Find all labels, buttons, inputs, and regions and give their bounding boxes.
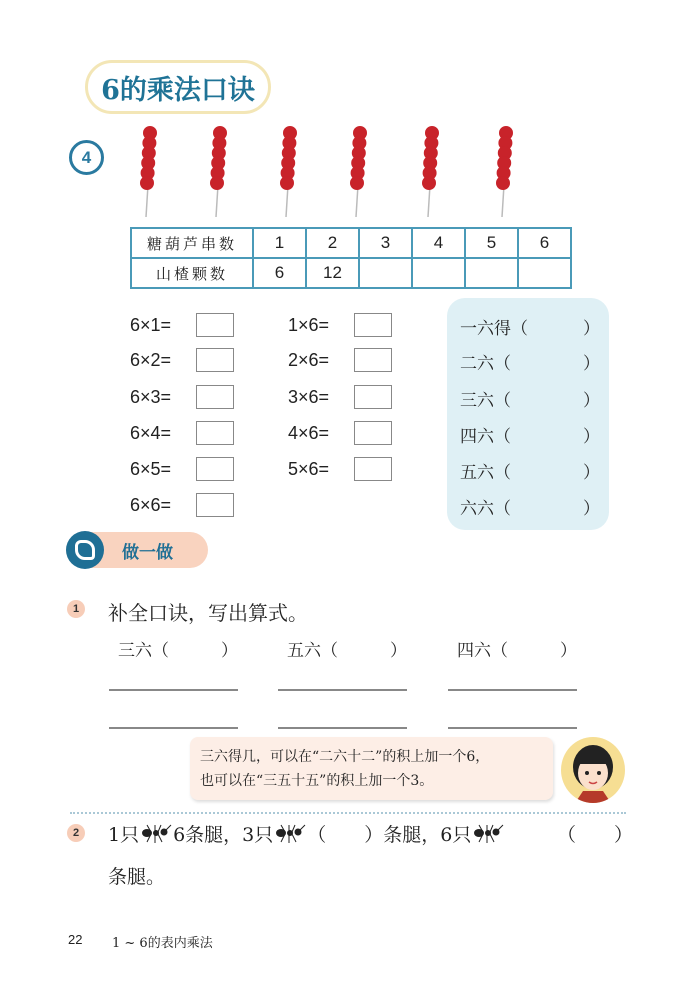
q1-prompt: 补全口诀，写出算式。: [108, 601, 308, 625]
rhyme-fill[interactable]: [118, 636, 238, 661]
answer-box[interactable]: [354, 385, 392, 409]
equation-text: 6×5=: [130, 458, 172, 479]
equation-text: 5×6=: [288, 458, 330, 479]
answer-box[interactable]: [196, 385, 234, 409]
answer-line[interactable]: [278, 727, 407, 729]
rhyme-close: ）: [583, 499, 600, 519]
answer-line[interactable]: [278, 689, 407, 691]
cell: 4: [412, 228, 465, 258]
rhyme-close: ）: [583, 463, 600, 483]
equation-text: 3×6=: [288, 386, 330, 407]
table-row: [131, 258, 571, 288]
table-row: [131, 228, 571, 258]
cell: 3: [359, 228, 412, 258]
equation: [130, 313, 234, 337]
rhyme-close: ）: [221, 641, 238, 661]
answer-box[interactable]: [196, 493, 234, 517]
answer-box[interactable]: [196, 457, 234, 481]
candied-haw-icon: [278, 125, 302, 217]
rhyme-text: 二六（: [460, 354, 511, 374]
page-number: 22: [68, 932, 83, 947]
answer-box[interactable]: [196, 348, 234, 372]
q2-line: [108, 820, 633, 847]
cell[interactable]: [359, 258, 412, 288]
divider: [70, 812, 626, 814]
do-it-label: 做一做: [122, 543, 173, 563]
equation: [288, 421, 392, 445]
hint-line: 也可以在“三五十五”的积上加一个3。: [200, 773, 434, 789]
equation: [130, 385, 234, 409]
answer-line[interactable]: [109, 727, 238, 729]
example-number: 4: [69, 140, 104, 175]
answer-box[interactable]: [196, 313, 234, 337]
rhyme-close: ）: [560, 641, 577, 661]
equation: [130, 348, 234, 372]
cell[interactable]: [518, 258, 571, 288]
q2-text: （ ）条腿，6只: [307, 824, 472, 846]
question-badge: 2: [67, 824, 85, 842]
answer-box[interactable]: [354, 313, 392, 337]
cell: 5: [465, 228, 518, 258]
candied-haw-icon: [138, 125, 162, 217]
cell: 12: [306, 258, 359, 288]
cell[interactable]: [412, 258, 465, 288]
candied-haw-icon: [494, 125, 518, 217]
ant-icon: [471, 824, 505, 844]
equation-text: 6×2=: [130, 349, 172, 370]
rhyme-item[interactable]: [460, 458, 600, 483]
equation-text: 6×3=: [130, 386, 172, 407]
equation: [130, 421, 234, 445]
candied-haw-icon: [208, 125, 232, 217]
q2-text: 1只: [108, 824, 140, 846]
rhyme-item[interactable]: [460, 494, 600, 519]
ant-icon: [139, 824, 173, 844]
equation: [288, 348, 392, 372]
rhyme-fill[interactable]: [457, 636, 577, 661]
answer-box[interactable]: [354, 348, 392, 372]
rhyme-item[interactable]: [460, 422, 600, 447]
rhyme-text: 五六（: [460, 463, 511, 483]
cell[interactable]: [465, 258, 518, 288]
rhyme-fill[interactable]: [287, 636, 407, 661]
candied-haw-icon: [348, 125, 372, 217]
rhyme-item[interactable]: [460, 314, 600, 339]
haw-table: [130, 227, 572, 289]
answer-line[interactable]: [109, 689, 238, 691]
rhyme-close: ）: [583, 319, 600, 339]
hand-icon: [66, 531, 104, 569]
q2-text: （ ）: [556, 824, 633, 846]
rhyme-text: 四六（: [457, 641, 508, 661]
equation-text: 6×1=: [130, 314, 172, 335]
rhyme-close: ）: [583, 354, 600, 374]
cell: 6: [253, 258, 306, 288]
equation: [288, 385, 392, 409]
rhyme-item[interactable]: [460, 349, 600, 374]
rhyme-text: 四六（: [460, 427, 511, 447]
answer-line[interactable]: [448, 727, 577, 729]
rhyme-close: ）: [583, 391, 600, 411]
equation: [288, 457, 392, 481]
rhyme-text: 三六（: [460, 391, 511, 411]
lesson-title: 6的乘法口诀: [85, 60, 271, 114]
row-header: 糖葫芦串数: [131, 228, 253, 258]
answer-box[interactable]: [354, 457, 392, 481]
hint-line: 三六得几，可以在“二六十二”的积上加一个6，: [200, 749, 490, 765]
equation-text: 6×6=: [130, 494, 172, 515]
rhyme-text: 五六（: [287, 641, 338, 661]
rhyme-text: 六六（: [460, 499, 511, 519]
cell: 2: [306, 228, 359, 258]
girl-avatar: [561, 737, 625, 803]
equation-text: 1×6=: [288, 314, 330, 335]
hint-bubble: [190, 737, 553, 800]
candied-haw-icon: [420, 125, 444, 217]
equation-text: 2×6=: [288, 349, 330, 370]
row-header: 山楂颗数: [131, 258, 253, 288]
answer-box[interactable]: [354, 421, 392, 445]
rhyme-text: 一六得（: [460, 319, 528, 339]
q2-text: 6条腿，3只: [173, 824, 274, 846]
cell: 1: [253, 228, 306, 258]
answer-box[interactable]: [196, 421, 234, 445]
chapter-title: 1 ~ 6的表内乘法: [112, 936, 213, 951]
answer-line[interactable]: [448, 689, 577, 691]
equation: [130, 493, 234, 517]
rhyme-close: ）: [583, 427, 600, 447]
equation: [288, 313, 392, 337]
rhyme-item[interactable]: [460, 386, 600, 411]
cell: 6: [518, 228, 571, 258]
rhyme-close: ）: [390, 641, 407, 661]
equation-text: 4×6=: [288, 422, 330, 443]
rhyme-text: 三六（: [118, 641, 169, 661]
ant-icon: [273, 824, 307, 844]
q2-line2: 条腿。: [108, 866, 166, 888]
question-badge: 1: [67, 600, 85, 618]
equation: [130, 457, 234, 481]
equation-text: 6×4=: [130, 422, 172, 443]
